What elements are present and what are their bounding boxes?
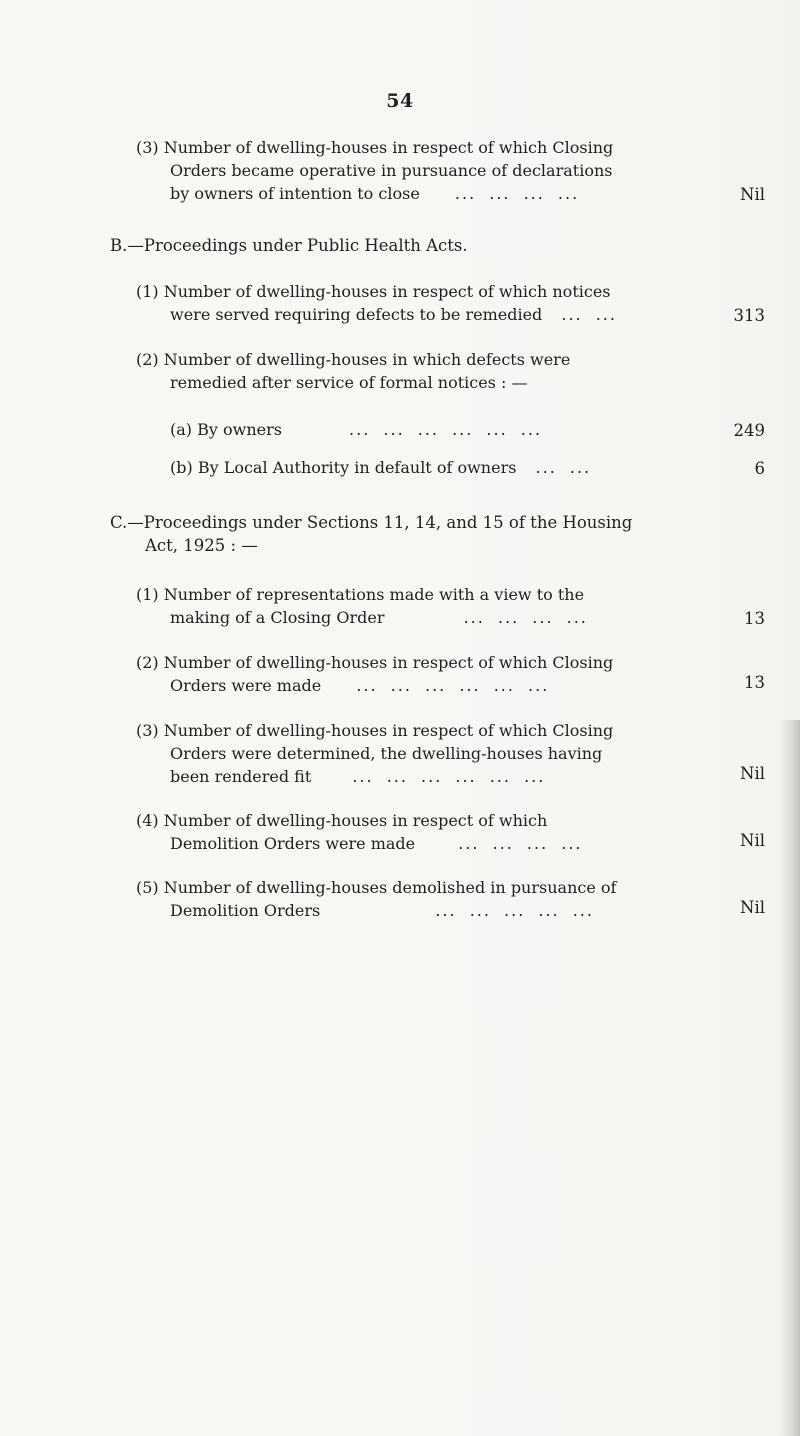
section-c-heading-line1: C.—Proceedings under Sections 11, 14, and 15 of the Housing <box>110 513 633 532</box>
item-b2-line2: remedied after service of formal notices : — <box>170 373 528 392</box>
item-c3-line2: Orders were determined, the dwelling-houses having <box>170 744 603 763</box>
item-c4-value: Nil <box>740 831 765 850</box>
item-b2a-line <box>170 420 542 439</box>
leader-dots: ... ... ... ... <box>454 184 580 203</box>
item-b2b-line <box>170 458 591 477</box>
item-b1-text: were served requiring defects to be remedied <box>170 305 543 324</box>
item-a3-value: Nil <box>740 185 765 204</box>
item-c2-text: Orders were made <box>170 676 322 695</box>
item-c4-line2 <box>170 834 583 853</box>
item-c3-line1: (3) Number of dwelling-houses in respect of which Closing <box>136 721 614 740</box>
item-c1-value: 13 <box>744 609 765 628</box>
page-edge-shadow <box>778 720 800 1436</box>
item-a3-text: by owners of intention to close <box>170 184 420 203</box>
item-c2-line2 <box>170 676 549 695</box>
item-c5-line1: (5) Number of dwelling-houses demolished in pursuance of <box>136 878 617 897</box>
item-b1-line2 <box>170 305 617 324</box>
item-b1-value: 313 <box>733 306 765 325</box>
leader-dots: ... ... ... ... ... ... <box>349 420 543 439</box>
section-b-heading: B.—Proceedings under Public Health Acts. <box>110 236 468 255</box>
item-c4-line1: (4) Number of dwelling-houses in respect of which <box>136 811 548 830</box>
item-b2b-value: 6 <box>754 459 765 478</box>
item-b2a-text: (a) By owners <box>170 420 282 439</box>
leader-dots: ... ... ... ... <box>463 608 588 627</box>
leader-dots: ... ... ... ... ... <box>435 901 594 920</box>
leader-dots: ... ... ... ... <box>458 834 583 853</box>
item-c1-line2 <box>170 608 588 627</box>
leader-dots: ... ... ... ... ... ... <box>352 767 546 786</box>
leader-dots: ... ... <box>535 458 592 477</box>
item-b2b-text: (b) By Local Authority in default of owners <box>170 458 517 477</box>
item-c3-value: Nil <box>740 764 765 783</box>
item-c5-line2 <box>170 901 594 920</box>
item-b1-line1: (1) Number of dwelling-houses in respect of which notices <box>136 282 611 301</box>
item-a3-line1: (3) Number of dwelling-houses in respect of which Closing <box>136 138 614 157</box>
item-a3-line2: Orders became operative in pursuance of declarations <box>170 161 613 180</box>
item-c2-line1: (2) Number of dwelling-houses in respect of which Closing <box>136 653 614 672</box>
item-c4-text: Demolition Orders were made <box>170 834 416 853</box>
item-b2a-value: 249 <box>733 421 765 440</box>
item-c3-line3 <box>170 767 545 786</box>
item-a3-line3 <box>170 184 579 203</box>
item-c1-text: making of a Closing Order <box>170 608 385 627</box>
item-c3-text: been rendered fit <box>170 767 312 786</box>
leader-dots: ... ... <box>561 305 617 324</box>
section-c-heading-line2: Act, 1925 : — <box>145 536 258 555</box>
item-c2-value: 13 <box>744 673 765 692</box>
leader-dots: ... ... ... ... ... ... <box>356 676 550 695</box>
page-number: 54 <box>386 90 414 112</box>
item-c1-line1: (1) Number of representations made with a view to the <box>136 585 585 604</box>
item-b2-line1: (2) Number of dwelling-houses in which defects were <box>136 350 571 369</box>
item-c5-text: Demolition Orders <box>170 901 321 920</box>
item-c5-value: Nil <box>740 898 765 917</box>
